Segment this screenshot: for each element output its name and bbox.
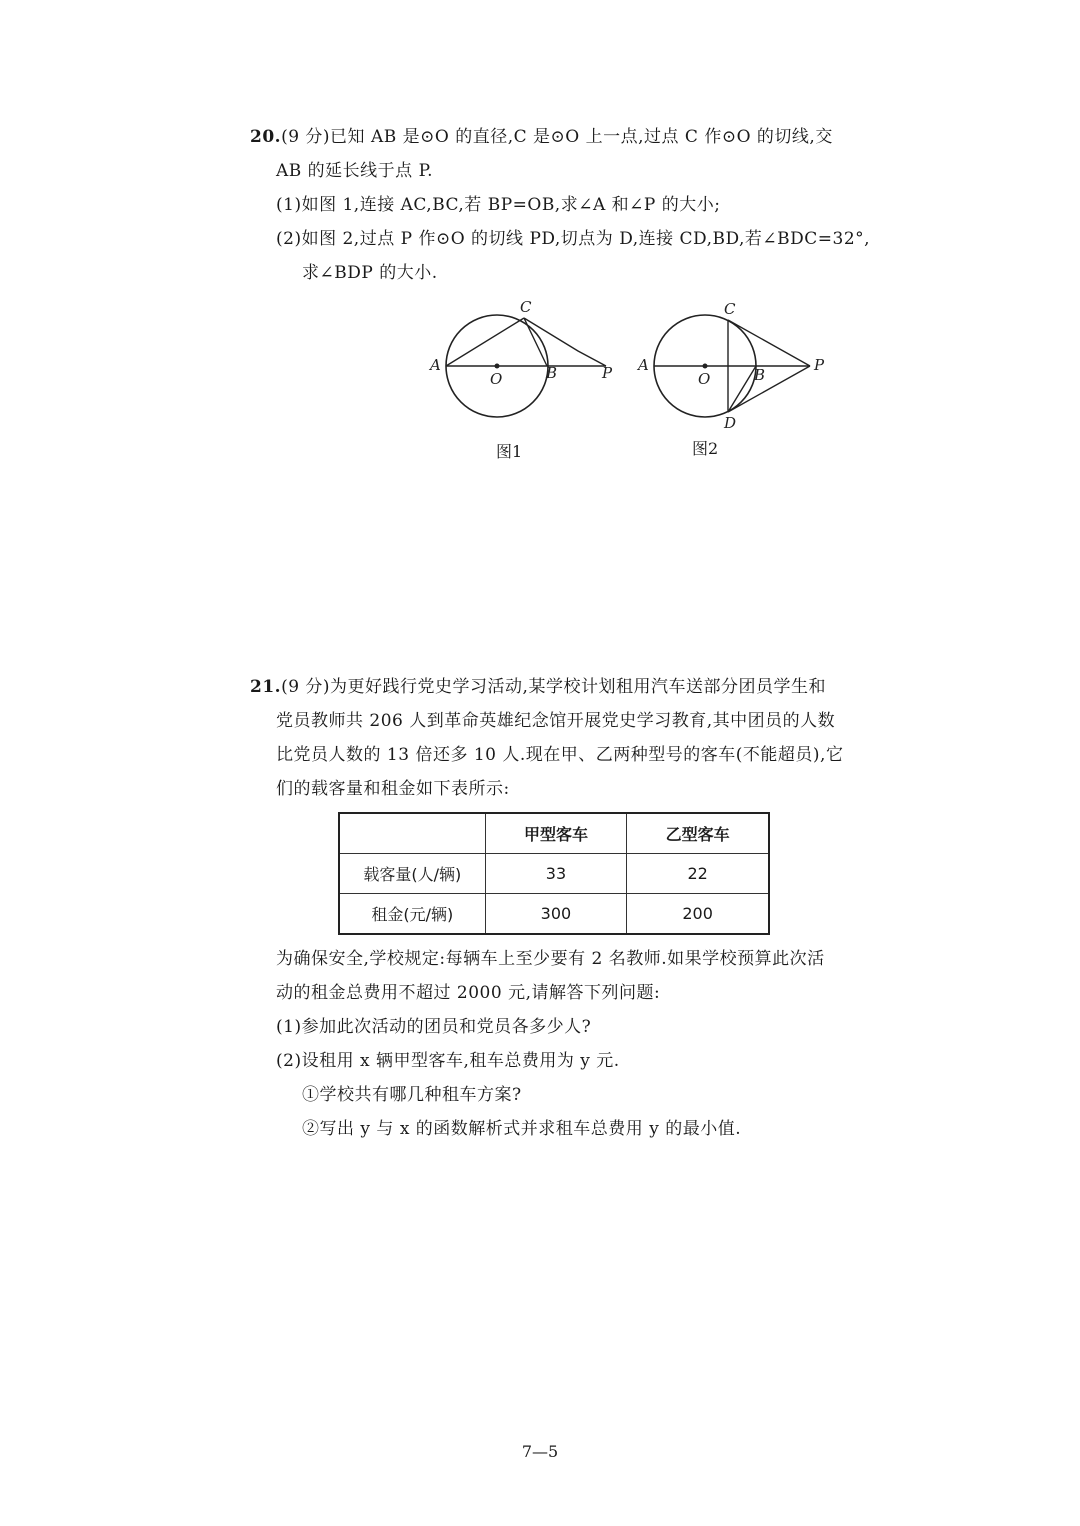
fig2-label-a: A: [638, 356, 649, 374]
q21-number: 21.: [250, 677, 282, 697]
q21-line3: 比党员人数的 13 倍还多 10 人.现在甲、乙两种型号的客车(不能超员),它: [276, 745, 844, 765]
table-cell: 22: [627, 854, 769, 894]
table-header-cell: 甲型客车: [485, 813, 627, 854]
table-cell: 200: [627, 894, 769, 935]
rental-table: [338, 812, 770, 935]
q21-line1: [250, 676, 826, 698]
q21-part1: (1)参加此次活动的团员和党员各多少人?: [276, 1017, 592, 1037]
fig2-label-o: O: [698, 370, 711, 388]
q21-line2: 党员教师共 206 人到革命英雄纪念馆开展党史学习教育,其中团员的人数: [276, 711, 836, 731]
q20-part1: (1)如图 1,连接 AC,BC,若 BP=OB,求∠A 和∠P 的大小;: [276, 195, 721, 215]
table-cell: 租金(元/辆): [339, 894, 485, 935]
q20-line2: AB 的延长线于点 P.: [276, 161, 433, 181]
q21-line4: 们的载客量和租金如下表所示:: [276, 779, 510, 799]
table-row: [339, 854, 769, 894]
table-header-cell: 乙型客车: [627, 813, 769, 854]
q21-part2: (2)设租用 x 辆甲型客车,租车总费用为 y 元.: [276, 1051, 620, 1071]
q20-number: 20.: [250, 127, 282, 147]
fig2-label-d: D: [724, 414, 737, 432]
table-header-cell: [339, 813, 485, 854]
figure-1: [420, 296, 620, 426]
fig2-label-p: P: [814, 356, 825, 374]
q20-line1: [250, 126, 833, 148]
table-cell: 载客量(人/辆): [339, 854, 485, 894]
q21-after-table-line1: 为确保安全,学校规定:每辆车上至少要有 2 名教师.如果学校预算此次活: [276, 949, 825, 969]
table-row: [339, 894, 769, 935]
q20-part2-line2: 求∠BDP 的大小.: [302, 263, 438, 283]
q21-sub1: ①学校共有哪几种租车方案?: [302, 1085, 522, 1105]
table-cell: 300: [485, 894, 627, 935]
fig2-label-c: C: [724, 300, 736, 318]
fig2-label-b: B: [754, 366, 766, 384]
q21-after-table-line2: 动的租金总费用不超过 2000 元,请解答下列问题:: [276, 983, 661, 1003]
figure-2: [630, 296, 840, 436]
q21-sub2: ②写出 y 与 x 的函数解析式并求租车总费用 y 的最小值.: [302, 1119, 742, 1139]
fig1-label-a: A: [430, 356, 441, 374]
q21-text-line1: (9 分)为更好践行党史学习活动,某学校计划租用汽车送部分团员学生和: [281, 677, 826, 697]
page-number: 7—5: [521, 1442, 559, 1461]
fig1-label-c: C: [520, 298, 532, 316]
fig1-label-o: O: [490, 370, 503, 388]
q20-text-line1: (9 分)已知 AB 是⊙O 的直径,C 是⊙O 上一点,过点 C 作⊙O 的切线,交: [281, 127, 833, 147]
figure-1-caption: 图1: [496, 442, 523, 461]
table-header-row: [339, 813, 769, 854]
fig1-label-b: B: [546, 364, 558, 382]
figure-2-caption: 图2: [692, 439, 719, 458]
fig1-label-p: P: [602, 364, 613, 382]
q20-part2-line1: (2)如图 2,过点 P 作⊙O 的切线 PD,切点为 D,连接 CD,BD,若∠BDC=32°,: [276, 229, 871, 249]
table-cell: 33: [485, 854, 627, 894]
